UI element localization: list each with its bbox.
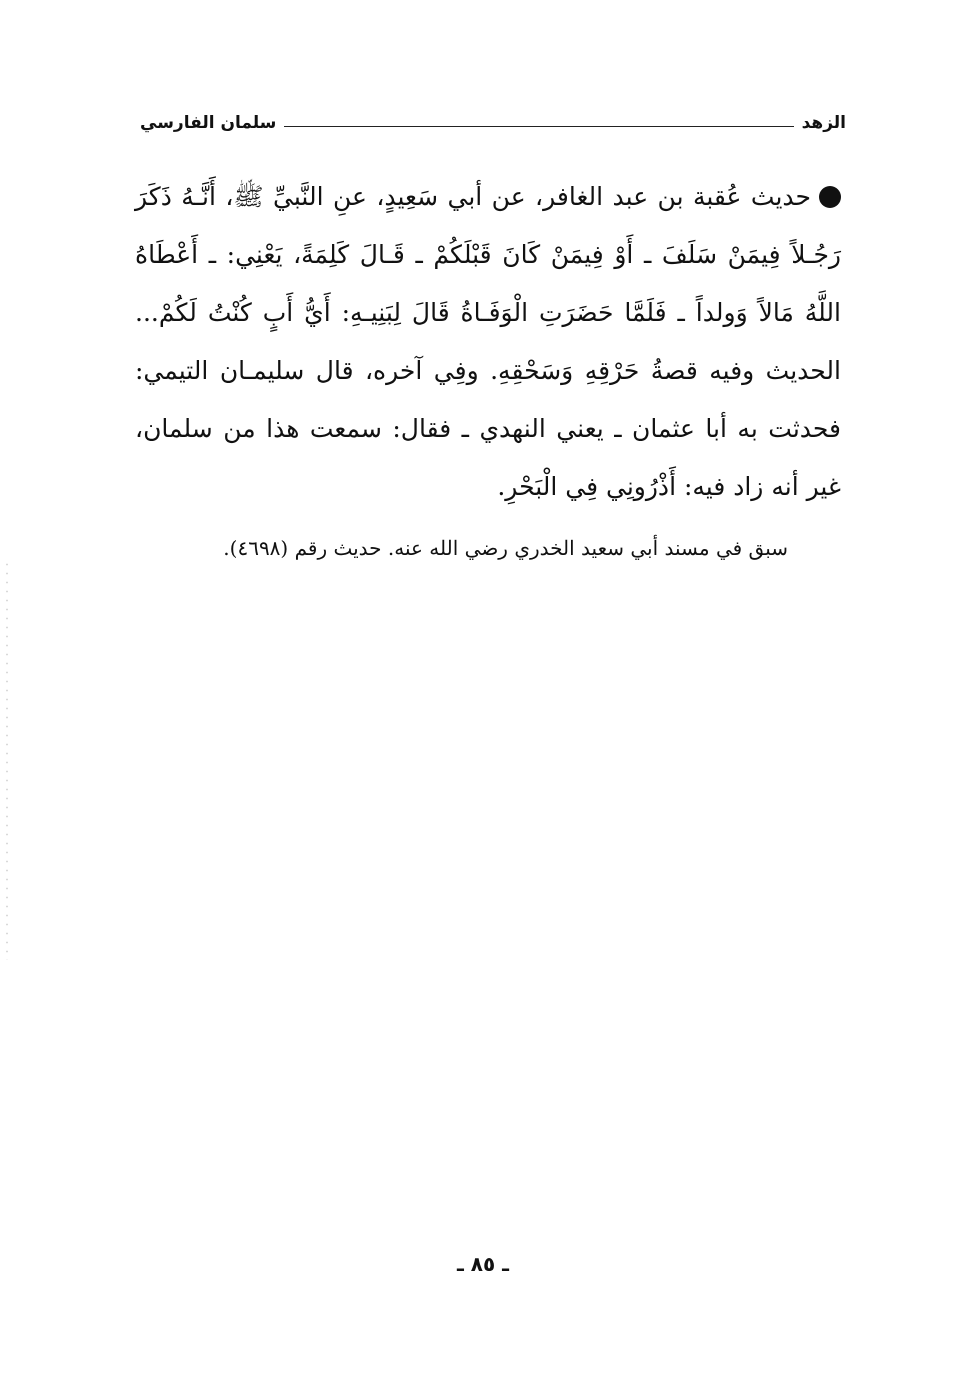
header-section-title: الزهد [801, 113, 846, 133]
hadith-paragraph [135, 168, 841, 516]
running-header [140, 108, 846, 138]
hadith-text: حديث عُقبة بن عبد الغافر، عن أبي سَعِيدٍ، عنِ النَّبيِّ ﷺ، أَنَّـهُ ذَكَرَ رَجُـلاً فِيمَنْ سَلَفَ ـ أَوْ فِيمَنْ كَانَ قَبْلَكُمْ ـ قَـالَ كَلِمَةً، يَعْنِي: ـ أَعْطَاهُ اللَّهُ مَالاً وَولداً ـ فَلَمَّا حَضَرَتِ الْوَفَـاةُ قَالَ لِبَنِيـهِ: أَيُّ أَبٍ كُنْتُ لَكُمْ... الحديث وفيه قصةُ حَرْقِهِ وَسَحْقِهِ. وفِي آخره، قال سليمـان التيمي: فحدثت به أبا عثمان ـ يعني النهدي ـ فقال: سمعت هذا من سلمان، غير أنه زاد فيه: أَذْرُونِي فِي الْبَحْرِ. [135, 182, 841, 501]
page-number: ـ ٨٥ ـ [456, 1252, 510, 1276]
header-rule [284, 126, 793, 127]
header-chapter-title: سلمان الفارسي [140, 113, 277, 133]
reference-note: سبق في مسند أبي سعيد الخدري رضي الله عنه. حديث رقم (٤٦٩٨). [223, 536, 788, 560]
bullet-icon [819, 186, 841, 208]
scan-edge-dots [6, 560, 8, 960]
